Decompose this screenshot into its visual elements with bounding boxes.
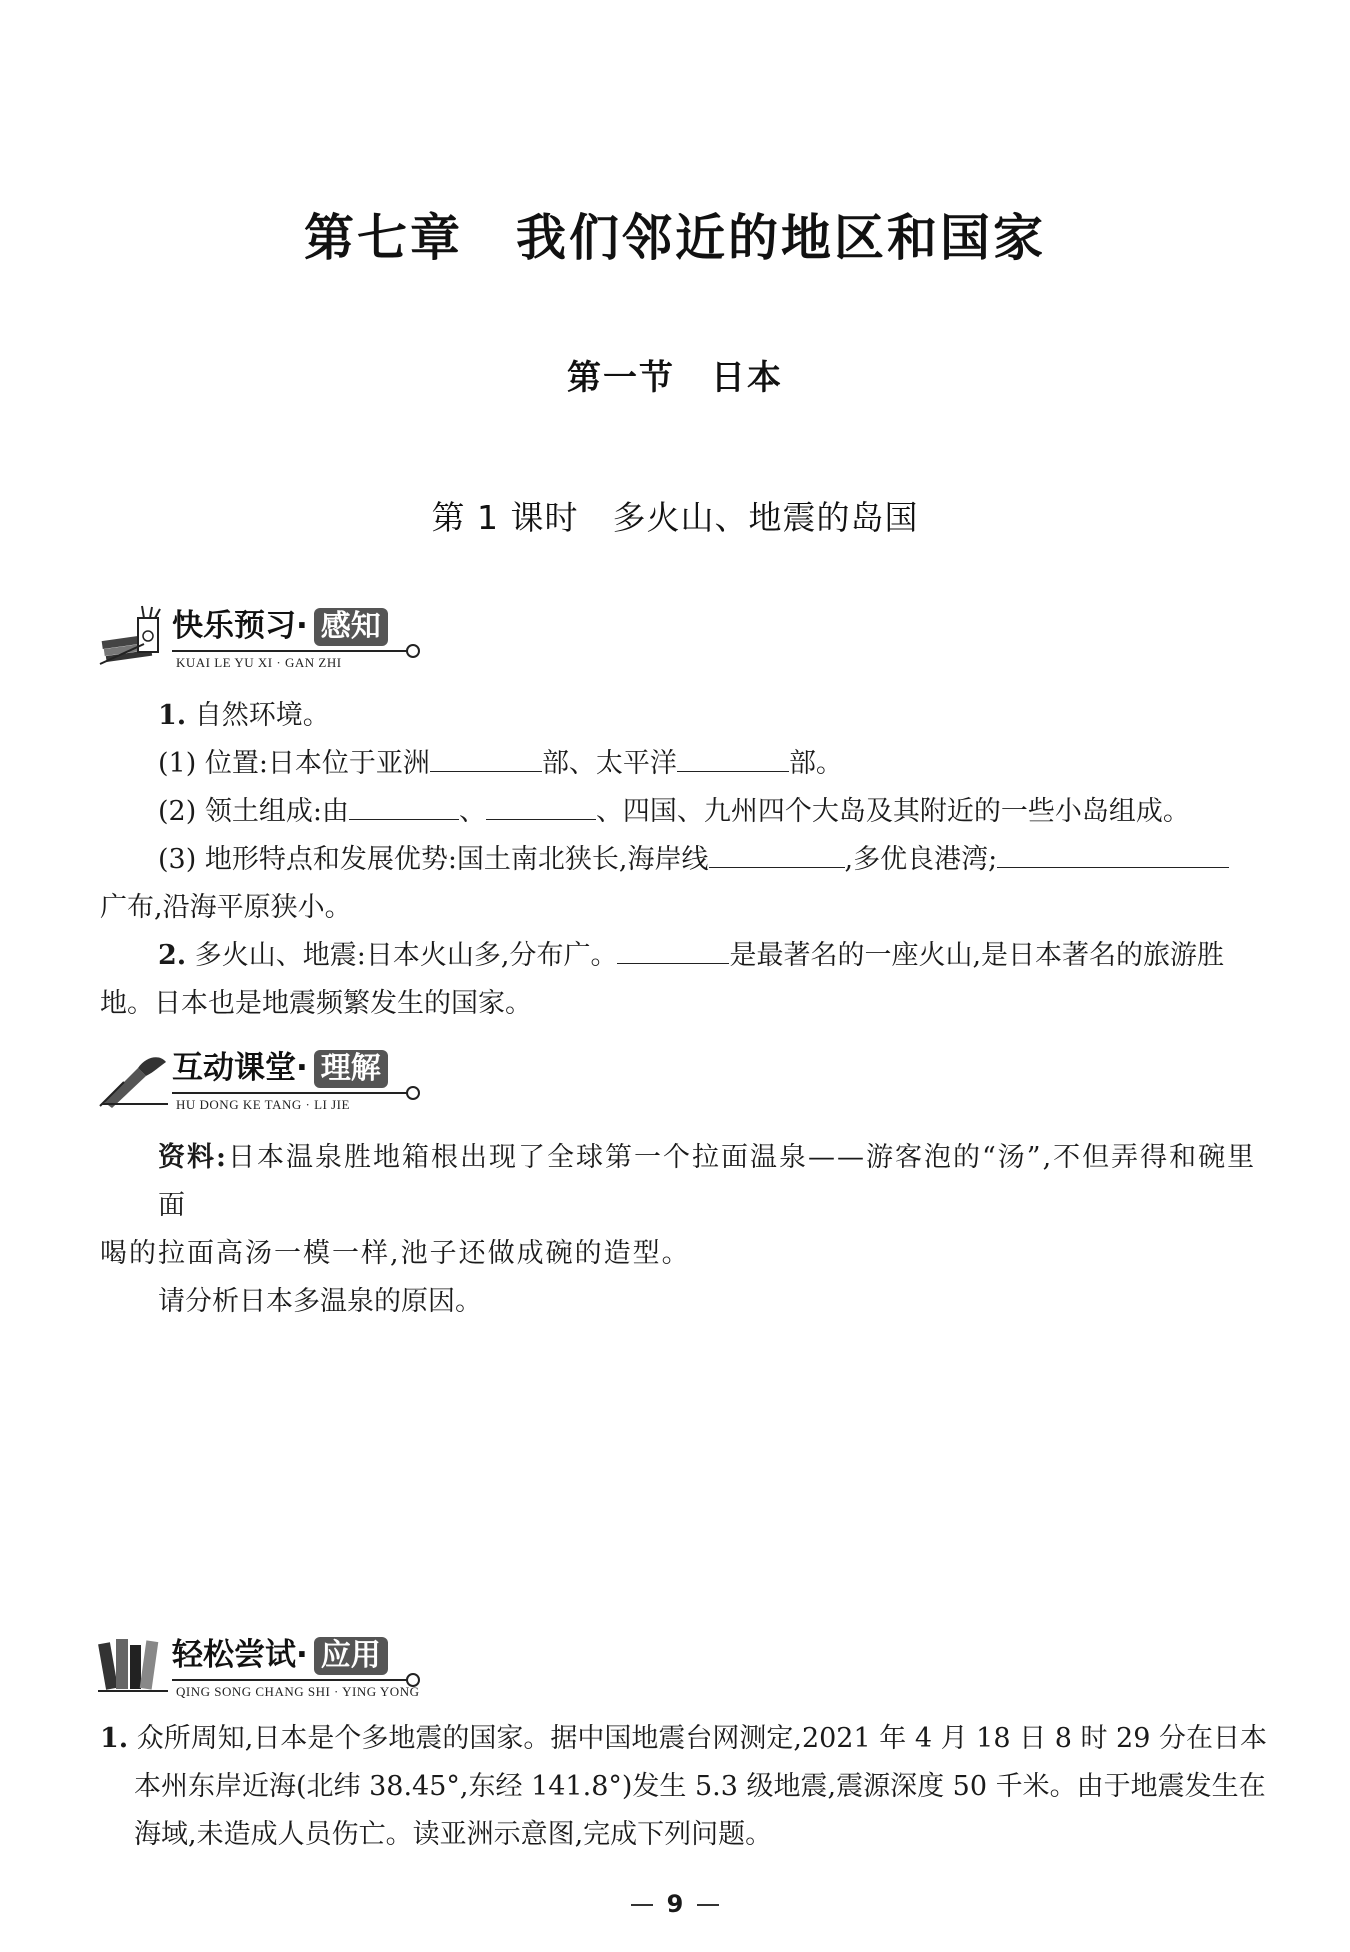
chapter-title: 第七章 我们邻近的地区和国家 xyxy=(304,209,1046,267)
banner-circle-icon xyxy=(406,1086,420,1100)
practice-line-3: 海域,未造成人员伤亡。读亚洲示意图,完成下列问题。 xyxy=(134,1819,773,1850)
practice-line-1: 1. 众所周知,日本是个多地震的国家。据中国地震台网测定,2021 年 4 月 18 日 8 时 29 分在日本 xyxy=(100,1723,1267,1754)
material-line-1: 资料:日本温泉胜地箱根出现了全球第一个拉面温泉——游客泡的“汤”,不但弄得和碗里面 xyxy=(158,1142,1257,1221)
banner-circle-icon xyxy=(406,644,420,658)
practice-question xyxy=(100,1715,1270,1859)
books-pencil-icon xyxy=(98,604,170,666)
practice-banner xyxy=(98,1633,428,1703)
writing-hand-icon xyxy=(98,1046,170,1108)
answer-blank[interactable] xyxy=(430,741,542,772)
interactive-label: 互动课堂· 理解 xyxy=(172,1046,388,1090)
material-question: 请分析日本多温泉的原因。 xyxy=(158,1286,482,1317)
q1-heading: 1. 自然环境。 xyxy=(158,700,330,731)
preview-pinyin: KUAI LE YU XI · GAN ZHI xyxy=(176,655,342,670)
preview-questions xyxy=(100,692,1270,1028)
preview-label: 快乐预习· 感知 xyxy=(172,604,388,648)
lesson-title: 第 1 课时 多火山、地震的岛国 xyxy=(431,498,919,537)
answer-blank[interactable] xyxy=(617,933,729,964)
q1-position: (1) 位置:日本位于亚洲 部、太平洋 部。 xyxy=(100,740,1270,788)
books-icon xyxy=(98,1633,170,1695)
q1-terrain-cont: 广布,沿海平原狭小。 xyxy=(100,892,352,923)
practice-pinyin: QING SONG CHANG SHI · YING YONG xyxy=(176,1684,420,1699)
material-block xyxy=(100,1134,1270,1326)
interactive-banner xyxy=(98,1046,428,1116)
answer-blank[interactable] xyxy=(709,837,845,868)
banner-rule xyxy=(172,1679,408,1681)
q1-terrain: (3) 地形特点和发展优势:国土南北狭长,海岸线 ,多优良港湾; xyxy=(100,836,1270,884)
answer-blank[interactable] xyxy=(997,837,1229,868)
q1-territory: (2) 领土组成:由 、 、四国、九州四个大岛及其附近的一些小岛组成。 xyxy=(100,788,1270,836)
preview-tag: 感知 xyxy=(314,608,388,646)
practice-tag: 应用 xyxy=(314,1637,388,1675)
banner-rule xyxy=(172,1092,408,1094)
answer-blank[interactable] xyxy=(486,789,596,820)
practice-label: 轻松尝试· 应用 xyxy=(172,1633,388,1677)
practice-line-2: 本州东岸近海(北纬 38.45°,东经 141.8°)发生 5.3 级地震,震源深度 50 千米。由于地震发生在 xyxy=(134,1771,1266,1802)
banner-rule xyxy=(172,650,408,652)
q2-volcano: 2. 多火山、地震:日本火山多,分布广。 是最著名的一座火山,是日本著名的旅游胜 xyxy=(100,932,1270,980)
material-line-2: 喝的拉面高汤一模一样,池子还做成碗的造型。 xyxy=(100,1238,691,1269)
q2-cont: 地。日本也是地震频繁发生的国家。 xyxy=(100,988,532,1019)
section-title: 第一节 日本 xyxy=(567,358,783,398)
answer-blank[interactable] xyxy=(677,741,789,772)
answer-blank[interactable] xyxy=(349,789,459,820)
page-number: 9 xyxy=(0,1890,1350,1918)
interactive-tag: 理解 xyxy=(314,1050,388,1088)
preview-banner xyxy=(98,604,428,674)
interactive-pinyin: HU DONG KE TANG · LI JIE xyxy=(176,1097,350,1112)
